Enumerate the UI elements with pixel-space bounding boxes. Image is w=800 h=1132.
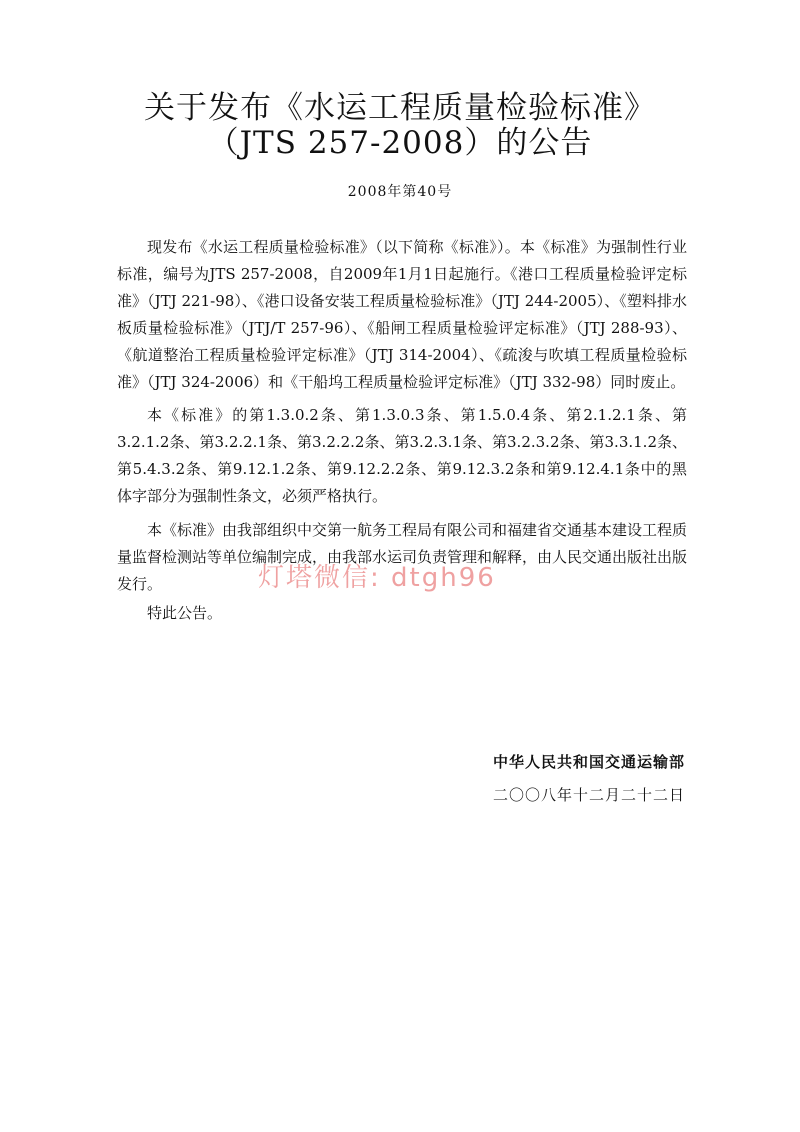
document-title-line-1: 关于发布《水运工程质量检验标准》 (144, 90, 656, 126)
watermark-text: 灯塔微信: dtgh96 (258, 563, 496, 593)
paragraph-4-block (117, 600, 687, 627)
document-title-line-2: （JTS 257-2008）的公告 (207, 125, 593, 161)
paragraph-2: 本《标准》的第1.3.0.2条、第1.3.0.3条、第1.5.0.4条、第2.1.2.1条、第3.2.1.2条、第3.2.2.1条、第3.2.2.2条、第3.2.3.1条、第3.2.3.2条、第3.3.1.2条、第5.4.3.2条、第9.12.1.2条、第9.12.2.2条、第9.12.3.2条和第9.12.4.1条中的黑体字部分为强制性条文，必须严格执行。 (117, 406, 687, 505)
paragraph-2-block (117, 402, 687, 510)
paragraph-1-block (117, 234, 687, 396)
issue-date: 二〇〇八年十二月二十二日 (493, 786, 686, 804)
paragraph-4: 特此公告。 (147, 604, 223, 622)
document-number: 2008年第40号 (347, 184, 453, 200)
paragraph-1: 现发布《水运工程质量检验标准》（以下简称《标准》）。本《标准》为强制性行业标准，编号为JTS 257-2008，自2009年1月1日起施行。《港口工程质量检验评定标准》（JTJ 221-98）、《港口设备安装工程质量检验标准》（JTJ 244-2005）、《塑料排水板质量检验标准》（JTJ/T 257-96）、《船闸工程质量检验评定标准》（JTJ 288-93）、《航道整治工程质量检验评定标准》（JTJ 314-2004）、《疏浚与吹填工程质量检验标准》（JTJ 324-2006）和《干船坞工程质量检验评定标准》（JTJ 332-98）同时废止。 (117, 238, 687, 391)
issuer-signature: 中华人民共和国交通运输部 (493, 753, 686, 771)
paragraph-3: 本《标准》由我部组织中交第一航务工程局有限公司和福建省交通基本建设工程质量监督检测站等单位编制完成，由我部水运司负责管理和解释，由人民交通出版社出版发行。 (117, 521, 688, 593)
